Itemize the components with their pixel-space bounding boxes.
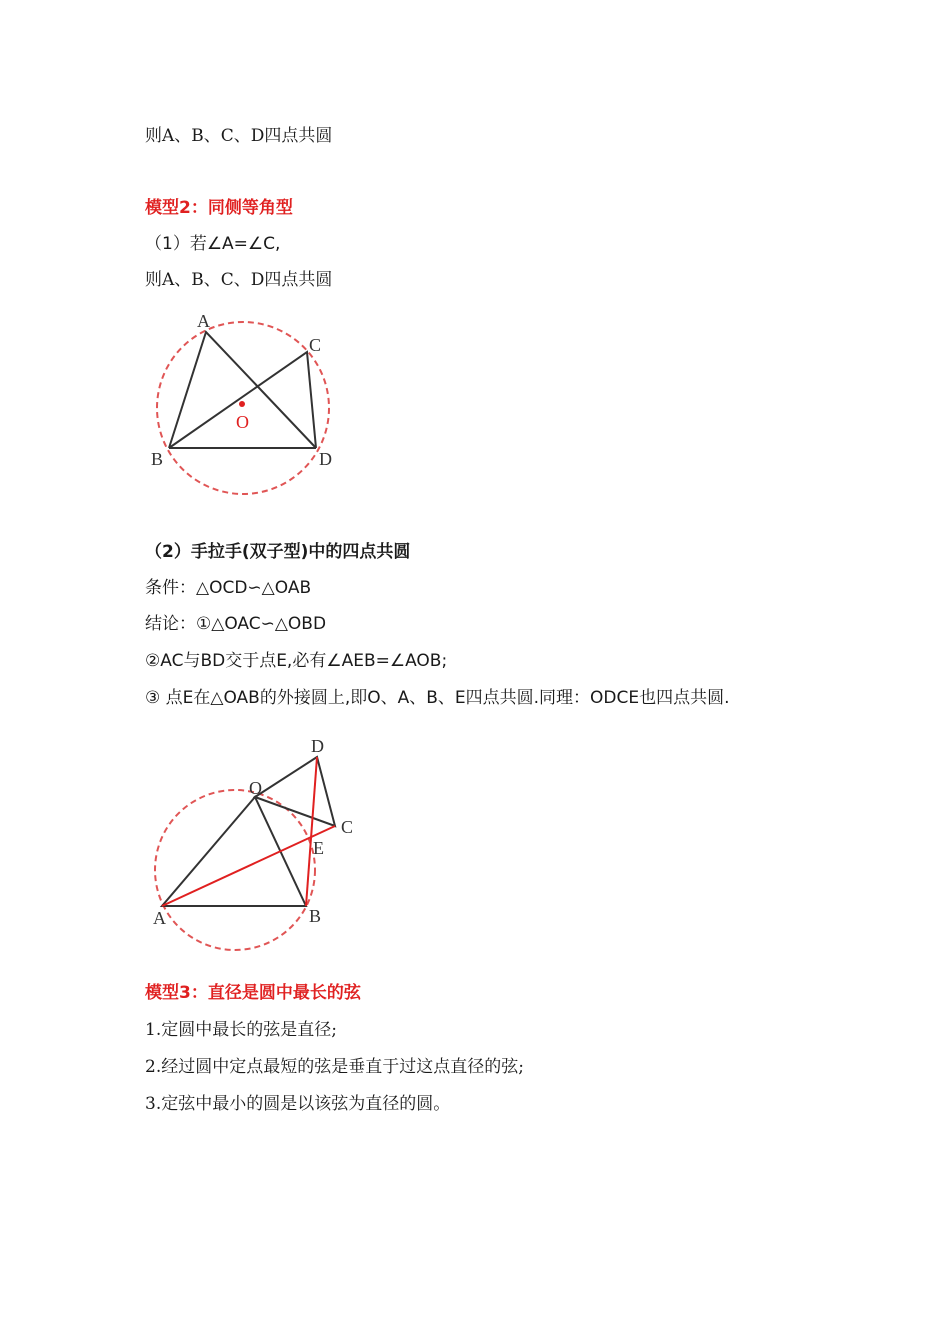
label-b: B [309, 906, 322, 926]
label-c: C [341, 817, 354, 837]
model2-part1-conclusion: 则A、B、C、D四点共圆 [145, 270, 333, 290]
label-a: A [197, 311, 210, 331]
label-b: B [151, 449, 164, 469]
label-d: D [319, 449, 332, 469]
model3-item-1: 1.定圆中最长的弦是直径; [145, 1020, 337, 1040]
figure-hand-in-hand [145, 725, 365, 965]
model3-item-2: 2.经过圆中定点最短的弦是垂直于过这点直径的弦; [145, 1057, 524, 1077]
model2-part1-condition: （1）若∠A=∠C, [145, 234, 281, 254]
figure-same-side-angles [145, 305, 345, 505]
label-c: C [309, 335, 322, 355]
segment-bd [306, 757, 317, 906]
label-o: O [236, 412, 249, 432]
model3-item-3: 3.定弦中最小的圆是以该弦为直径的圆。 [145, 1094, 451, 1114]
conclusion-line-1: 结论：①△OAC∽△OBD [145, 614, 327, 634]
triangle-oab [162, 797, 306, 906]
label-e: E [313, 838, 324, 858]
label-d: D [311, 736, 324, 756]
triangle-bcd [169, 352, 316, 448]
condition-line: 条件：△OCD∽△OAB [145, 578, 312, 598]
model2-heading: 模型2：同侧等角型 [145, 198, 293, 218]
intro-conclusion: 则A、B、C、D四点共圆 [145, 126, 333, 146]
circumcircle [155, 790, 315, 950]
conclusion-line-3: ③ 点E在△OAB的外接圆上,即O、A、B、E四点共圆.同理：ODCE也四点共圆. [145, 688, 730, 708]
model2-part2-title: （2）手拉手(双子型)中的四点共圆 [145, 542, 411, 562]
label-o: O [249, 778, 262, 798]
model3-heading: 模型3：直径是圆中最长的弦 [145, 983, 361, 1003]
label-a: A [153, 908, 166, 928]
center-point [239, 401, 245, 407]
conclusion-line-2: ②AC与BD交于点E,必有∠AEB=∠AOB; [145, 651, 448, 671]
